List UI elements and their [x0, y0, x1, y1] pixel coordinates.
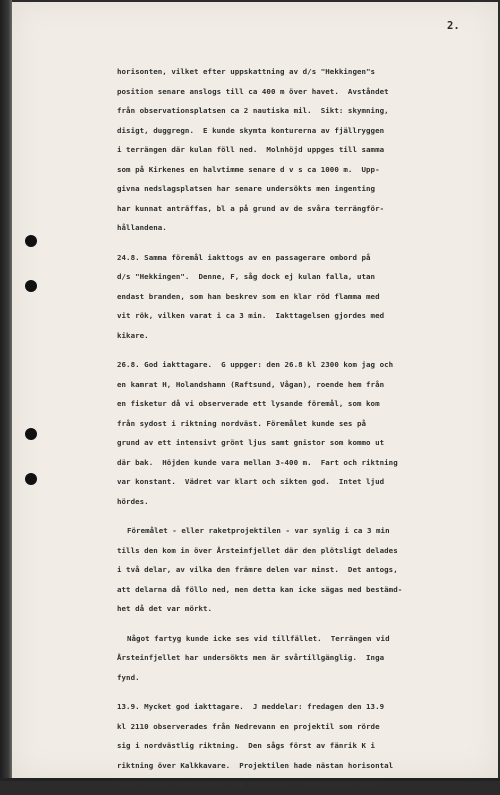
punch-hole [25, 428, 37, 440]
text-line: från observationsplatsen ca 2 nautiska mil. Sikt: skymning, [117, 106, 389, 115]
text-line: sig i nordvästlig riktning. Den sågs först av fänrik K i [117, 741, 376, 750]
paragraph [117, 521, 457, 619]
text-line: riktning över Kalkkavare. Projektilen hade nästan horisontal [117, 760, 394, 770]
paragraph-gap [117, 511, 457, 521]
text-line: Något fartyg kunde icke ses vid tillfället. Terrängen vid [127, 633, 390, 643]
text-line: en fisketur då vi observerade ett lysande föremål, som kom [117, 399, 380, 408]
text-line: från sydost i riktning nordväst. Föremålet kunde ses på [117, 418, 367, 428]
text-line: Föremålet - eller raketprojektilen - var synlig i ca 3 min [127, 526, 390, 535]
text-line: horisonten, vilket efter uppskattning av d/s "Hekkingen"s [117, 67, 376, 76]
punch-hole [25, 473, 37, 485]
text-line: hördes. [117, 496, 149, 506]
body-text [117, 62, 457, 795]
text-line: var konstant. Vädret var klart och sikten god. Intet ljud [117, 477, 385, 486]
paragraph-gap [117, 619, 457, 629]
paragraph [117, 248, 457, 346]
punch-hole [25, 280, 37, 292]
text-line: 24.8. Samma föremål iakttogs av en passagerare ombord på [117, 252, 371, 262]
paragraph [117, 62, 457, 238]
paragraph [117, 697, 457, 795]
paragraph-gap [117, 238, 457, 248]
text-line: har kunnat anträffas, bl a på grund av de svåra terrängför- [117, 203, 385, 213]
text-line: som på Kirkenes en halvtimme senare d v s ca 1000 m. Upp- [117, 164, 380, 174]
text-line: disigt, duggregn. E kunde skymta konturerna av fjällryggen [117, 125, 385, 135]
text-line: Årsteinfjellet har undersökts men är svårtillgänglig. Inga [117, 653, 385, 662]
text-line: position senare anslogs till ca 400 m över havet. Avståndet [117, 86, 389, 96]
text-line: kikare. [117, 330, 149, 340]
text-line: kl 2110 observerades från Nedrevann en projektil som rörde [117, 721, 380, 731]
text-line: en kamrat H, Holandshamn (Raftsund, Vågan), roende hem från [117, 379, 385, 389]
text-line: 26.8. God iakttagare. G uppger: den 26.8 kl 2300 kom jag och [117, 360, 394, 369]
text-line: att delarna då föllo ned, men detta kan icke sägas med bestämd- [117, 584, 403, 594]
text-line: grund av ett intensivt grönt ljus samt gnistor som kommo ut [117, 438, 385, 447]
paragraph-gap [117, 345, 457, 355]
text-line: fynd. [117, 672, 140, 682]
paragraph-gap [117, 687, 457, 697]
text-line: i två delar, av vilka den främre delen var minst. Det antogs, [117, 565, 398, 574]
text-line: i terrängen där kulan föll ned. Molnhöjd uppges till samma [117, 145, 385, 154]
scan-left-edge [0, 0, 12, 781]
text-line: 13.9. Mycket god iakttagare. J meddelar: fredagen den 13.9 [117, 702, 385, 711]
page-number: 2. [447, 20, 460, 32]
text-line: hållandena. [117, 223, 167, 232]
text-line: bana (svagt nedåtgående) och försvann i riktning bort emot [117, 780, 380, 789]
text-line: givna nedslagsplatsen har senare undersökts men ingenting [117, 184, 376, 193]
text-line: het då det var mörkt. [117, 604, 213, 613]
text-line: vit rök, vilken varat i ca 3 min. Iakttagelsen gjordes med [117, 311, 385, 320]
paragraph [117, 355, 457, 511]
text-line: d/s "Hekkingen". Denne, F, såg dock ej kulan falla, utan [117, 272, 376, 281]
punch-hole [25, 235, 37, 247]
paragraph [117, 629, 457, 688]
text-line: där bak. Höjden kunde vara mellan 3-400 m. Fart och riktning [117, 457, 398, 467]
text-line: endast branden, som han beskrev som en klar röd flamma med [117, 291, 380, 301]
text-line: tills den kom in över Årsteinfjellet där den plötsligt delades [117, 545, 398, 555]
